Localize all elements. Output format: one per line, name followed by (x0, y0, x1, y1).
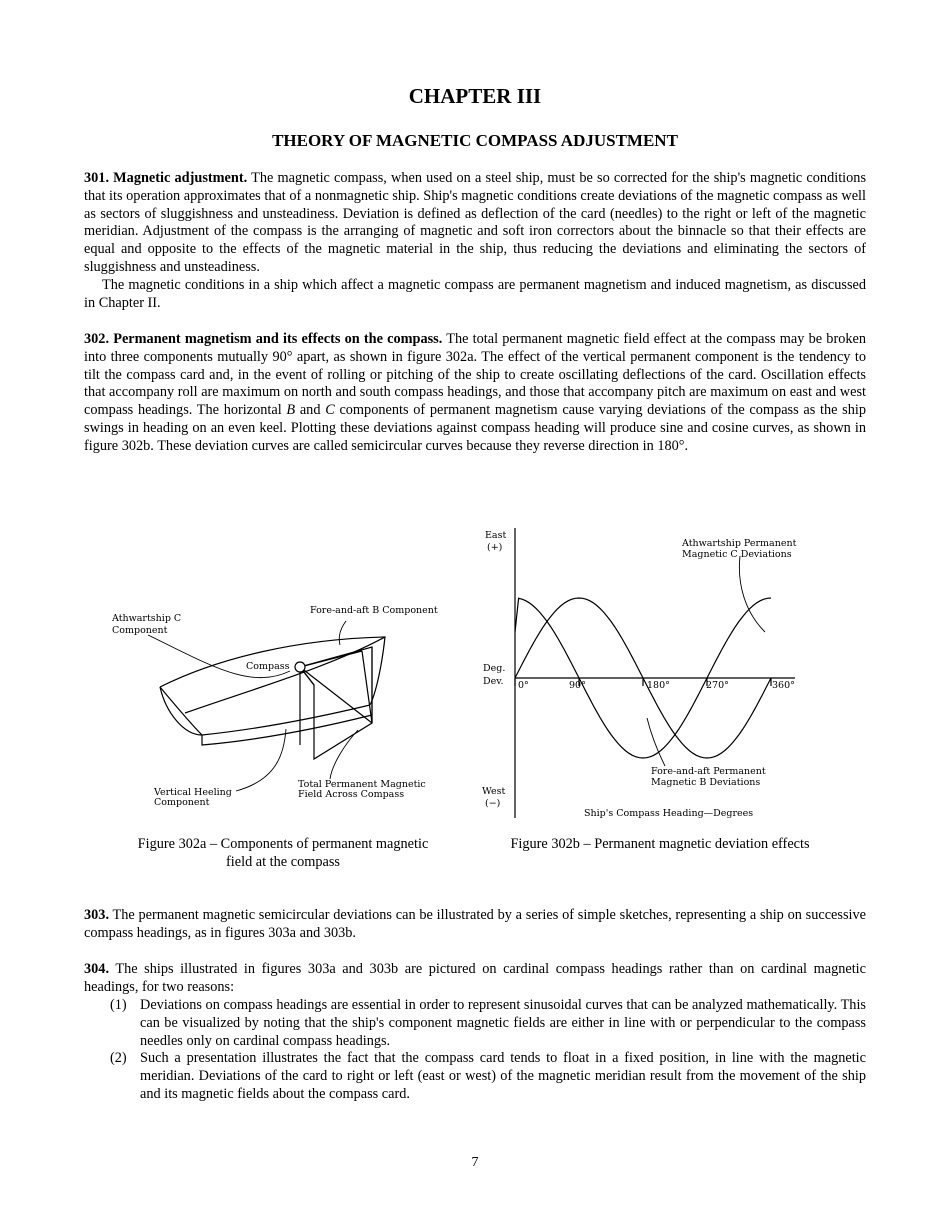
c-curve-label-2: Magnetic C Deviations (682, 549, 792, 560)
paragraph-303-heading: 303. (84, 907, 110, 923)
x-axis-label: Ship's Compass Heading—Degrees (584, 808, 754, 819)
paragraph-304-heading: 304. (84, 961, 110, 977)
tick-label-360: 360° (772, 680, 795, 691)
section-title: THEORY OF MAGNETIC COMPASS ADJUSTMENT (272, 131, 678, 150)
list-item-number: (1) (110, 997, 127, 1013)
total-label-2: Field Across Compass (298, 789, 405, 800)
paragraph-301 (84, 170, 866, 277)
c-leader (739, 556, 765, 632)
foreaft-vector (300, 651, 362, 667)
c-italic: C (325, 402, 335, 419)
tick-label-270: 270° (706, 680, 729, 691)
paragraph-301-continued: The magnetic conditions in a ship which affect a magnetic compass are permanent magnetism and induced magnetism, as discussed in Chapter II. (84, 277, 866, 311)
and-text: and (295, 402, 326, 419)
field-box-edges (300, 647, 372, 723)
b-curve-label: Fore-and-aft Permanent (651, 766, 766, 777)
figure-302a-caption (100, 835, 466, 871)
athwartship-label: Athwartship C (112, 613, 182, 624)
b-italic: B (286, 402, 296, 419)
west-sign: (−) (485, 798, 501, 809)
b-leader (647, 718, 665, 766)
total-field-vector (300, 667, 372, 723)
list-item-text: Such a presentation illustrates the fact that the compass card tends to float in a fixed position, in line with the magnetic meridian. Deviations of the card to right or left (east or west) of the magnetic meridian result from the movement of the ship and its magnetic fields about the compass card. (140, 1050, 866, 1102)
vertical-label-2: Component (154, 797, 210, 808)
c-curve-label: Athwartship Permanent (682, 538, 797, 549)
paragraph-301-text: The magnetic compass, when used on a steel ship, must be so corrected for the ship's magnetic conditions that its operation approximates that of a nonmagnetic ship. Ship's magnetic conditions create deviations of the magnetic compass as well as sectors of sluggishness and unsteadiness. Deviation is defined as deflection of the card (needles) to the right or left of the magnetic meridian. Adjustment of the compass is the arranging of magnetic and soft iron correctors about the binnacle so that their effects are equal and opposite to the effects of the magnetic material in the ship, thus reducing the deviations and eliminating the sectors of sluggishness and unsteadiness. (84, 170, 867, 275)
east-label: East (485, 530, 507, 541)
page-number: 7 (471, 1155, 479, 1170)
compass-label: Compass (246, 661, 290, 672)
tick-label-0: 0° (518, 680, 529, 691)
paragraph-303-text: The permanent magnetic semicircular deviations can be illustrated by a series of simple sketches, representing a ship on successive compass headings, as in figures 303a and 303b. (84, 907, 866, 941)
paragraph-301-heading: 301. Magnetic adjustment. (84, 170, 248, 186)
paragraph-302 (84, 331, 866, 456)
paragraph-302-text-b: components of permanent magnetism cause varying deviations of the compass as the ship swings in heading on an even keel. Plotting these deviations against compass heading will produce sine and cosine curves, as shown in figure 302b. These deviation curves are called semicircular curves because they reverse direction in 180°. (84, 402, 866, 454)
foreaft-label: Fore-and-aft B Component (310, 605, 438, 616)
figure-302b-caption: Figure 302b – Permanent magnetic deviation effects (510, 836, 810, 852)
list-item-text: Deviations on compass headings are essential in order to represent sinusoidal curves that can be analyzed mathematically. This can be visualized by noting that the ship's component magnetic fields are either in line with or perpendicular to the compass needles only on cardinal compass headings. (140, 997, 866, 1049)
list-item-number: (2) (110, 1050, 127, 1066)
east-sign: (+) (487, 542, 503, 553)
figure-302a-caption-line-1: Figure 302a – Components of permanent magnetic (137, 836, 429, 852)
paragraph-303 (84, 907, 866, 943)
deg-label: Deg. (483, 663, 506, 674)
west-label: West (482, 786, 506, 797)
paragraph-302-text-a: The total permanent magnetic field effect at the compass may be broken into three components mutually 90° apart, as shown in figure 302a. The effect of the vertical permanent component is the tendency to tilt the compass card and, in the event of rolling or pitching of the ship to create oscillating deflections of the card. Oscillation effects that accompany roll are maximum on north and south compass headings, and those that accompany pitch are maximum on east and west compass headings. The horizontal (84, 331, 866, 419)
figure-302a-caption-line-2: field at the compass (226, 854, 340, 870)
chapter-title: CHAPTER III (408, 84, 542, 108)
hull-deckline (185, 637, 385, 713)
tick-label-180: 180° (647, 680, 670, 691)
hull-bottom (202, 715, 372, 745)
tick-label-90: 90° (569, 680, 586, 691)
compass-circle-icon (295, 662, 305, 672)
dev-label: Dev. (483, 676, 504, 687)
total-label: Total Permanent Magnetic (298, 779, 426, 790)
vertical-label: Vertical Heeling (154, 787, 232, 798)
foreaft-leader (339, 621, 346, 645)
figure-302b (475, 520, 815, 825)
paragraph-304-text: The ships illustrated in figures 303a and 303b are pictured on cardinal compass headings rather than on cardinal magnetic headings, for two reasons: (84, 961, 866, 995)
athwartship-label-2: Component (112, 625, 168, 636)
paragraph-304 (84, 961, 866, 997)
b-curve-label-2: Magnetic B Deviations (651, 777, 761, 788)
total-leader (330, 730, 358, 779)
total-projection (362, 651, 372, 723)
figure-302a (100, 595, 450, 815)
paragraph-302-heading: 302. Permanent magnetism and its effects on the compass. (84, 331, 443, 347)
